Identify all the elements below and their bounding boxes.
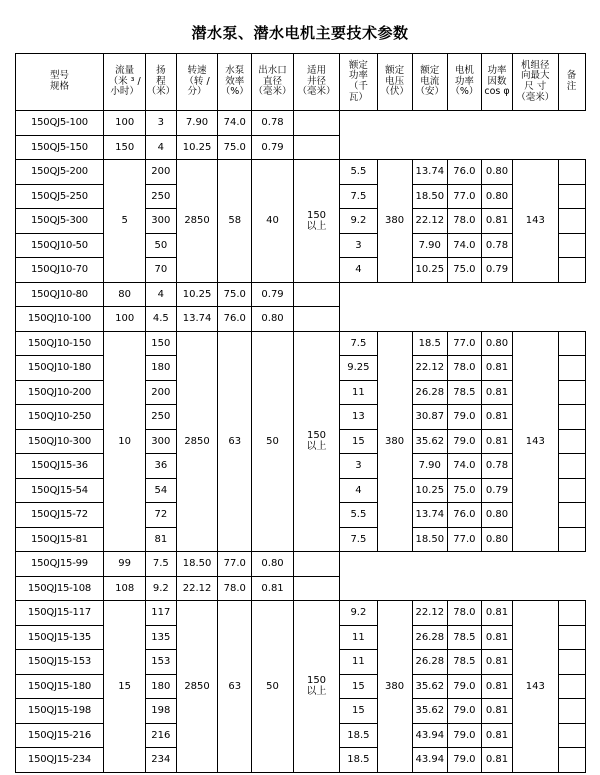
cell-power: 9.2 (145, 576, 176, 601)
cell-power: 13 (340, 405, 377, 430)
cell-head: 180 (145, 674, 176, 699)
column-header-voltage (377, 54, 412, 111)
cell-current: 10.25 (412, 258, 447, 283)
cell-remark (558, 209, 585, 234)
column-header-label: 额定 功率 （千 瓦） (348, 59, 368, 103)
cell-eff: 63 (218, 601, 252, 773)
table-row (15, 111, 585, 136)
cell-cosphi: 0.80 (481, 527, 512, 552)
cell-model: 150QJ15-108 (15, 576, 104, 601)
cell-current: 22.12 (176, 576, 217, 601)
column-header-speed (176, 54, 217, 111)
cell-remark (293, 111, 340, 136)
cell-model: 150QJ15-36 (15, 454, 104, 479)
cell-speed: 2850 (176, 160, 217, 283)
cell-cosphi: 0.81 (481, 429, 512, 454)
cell-cosphi: 0.81 (481, 405, 512, 430)
column-header-label: 型号 规格 (49, 70, 69, 92)
cell-head: 100 (104, 307, 145, 332)
cell-motoreff: 78.0 (447, 601, 481, 626)
cell-head: 200 (145, 380, 176, 405)
cell-remark (558, 503, 585, 528)
cell-remark (558, 405, 585, 430)
cell-motoreff: 78.5 (447, 625, 481, 650)
cell-speed: 2850 (176, 601, 217, 773)
cell-current: 10.25 (412, 478, 447, 503)
cell-outlet: 50 (252, 601, 293, 773)
cell-power: 11 (340, 625, 377, 650)
cell-current: 22.12 (412, 601, 447, 626)
column-header-well (293, 54, 340, 111)
cell-power: 18.5 (340, 723, 377, 748)
table-row (15, 307, 585, 332)
cell-remark (558, 601, 585, 626)
column-header-motoreff (447, 54, 481, 111)
table-row (15, 576, 585, 601)
cell-head: 99 (104, 552, 145, 577)
cell-model: 150QJ15-117 (15, 601, 104, 626)
cell-power: 9.2 (340, 601, 377, 626)
cell-head: 70 (145, 258, 176, 283)
column-header-head (145, 54, 176, 111)
cell-model: 150QJ10-180 (15, 356, 104, 381)
cell-model: 150QJ10-250 (15, 405, 104, 430)
cell-remark (293, 282, 340, 307)
cell-power: 7.5 (340, 184, 377, 209)
cell-power: 9.2 (340, 209, 377, 234)
cell-cosphi: 0.78 (481, 233, 512, 258)
cell-cosphi: 0.80 (252, 307, 293, 332)
cell-voltage: 380 (377, 331, 412, 552)
cell-remark (558, 674, 585, 699)
page-title: 潜水泵、潜水电机主要技术参数 (191, 24, 409, 42)
cell-remark (558, 258, 585, 283)
cell-head: 150 (145, 331, 176, 356)
cell-current: 10.25 (176, 135, 217, 160)
cell-power: 3 (340, 233, 377, 258)
cell-cosphi: 0.81 (481, 209, 512, 234)
cell-remark (558, 454, 585, 479)
column-header-label: 适用 井径 （毫米） (297, 65, 336, 98)
cell-power: 15 (340, 429, 377, 454)
cell-model: 150QJ10-150 (15, 331, 104, 356)
cell-current: 35.62 (412, 699, 447, 724)
cell-motoreff: 79.0 (447, 674, 481, 699)
cell-head: 108 (104, 576, 145, 601)
cell-cosphi: 0.79 (252, 135, 293, 160)
column-header-cosphi (481, 54, 512, 111)
cell-cosphi: 0.80 (481, 184, 512, 209)
cell-model: 150QJ15-135 (15, 625, 104, 650)
cell-model: 150QJ15-198 (15, 699, 104, 724)
column-header-label: 额定 电流 （安） (415, 65, 445, 98)
cell-motoreff: 77.0 (447, 527, 481, 552)
cell-head: 250 (145, 405, 176, 430)
cell-model: 150QJ5-250 (15, 184, 104, 209)
cell-motoreff: 75.0 (218, 135, 252, 160)
cell-current: 13.74 (412, 503, 447, 528)
cell-motoreff: 78.0 (447, 209, 481, 234)
cell-current: 18.50 (412, 184, 447, 209)
cell-remark (293, 552, 340, 577)
cell-motoreff: 74.0 (447, 233, 481, 258)
cell-head: 150 (104, 135, 145, 160)
cell-current: 13.74 (412, 160, 447, 185)
cell-model: 150QJ5-300 (15, 209, 104, 234)
cell-cosphi: 0.81 (481, 601, 512, 626)
cell-outlet: 40 (252, 160, 293, 283)
cell-head: 80 (104, 282, 145, 307)
cell-remark (558, 748, 585, 773)
cell-cosphi: 0.79 (481, 478, 512, 503)
cell-current: 13.74 (176, 307, 217, 332)
cell-head: 200 (145, 160, 176, 185)
cell-power: 4.5 (145, 307, 176, 332)
cell-head: 36 (145, 454, 176, 479)
cell-power: 4 (340, 258, 377, 283)
cell-head: 250 (145, 184, 176, 209)
column-header-label: 流量 （米 ³ / 小时） (108, 65, 141, 98)
cell-current: 10.25 (176, 282, 217, 307)
cell-head: 180 (145, 356, 176, 381)
cell-head: 117 (145, 601, 176, 626)
cell-power: 4 (340, 478, 377, 503)
cell-current: 22.12 (412, 209, 447, 234)
cell-power: 5.5 (340, 160, 377, 185)
cell-model: 150QJ15-99 (15, 552, 104, 577)
cell-power: 3 (145, 111, 176, 136)
column-header-remark (558, 54, 585, 111)
cell-remark (558, 331, 585, 356)
cell-current: 7.90 (412, 233, 447, 258)
cell-current: 35.62 (412, 429, 447, 454)
cell-maxdim: 143 (513, 331, 559, 552)
cell-head: 54 (145, 478, 176, 503)
cell-cosphi: 0.80 (481, 331, 512, 356)
cell-cosphi: 0.80 (481, 503, 512, 528)
cell-motoreff: 74.0 (447, 454, 481, 479)
cell-remark (558, 527, 585, 552)
table-row (15, 552, 585, 577)
cell-remark (293, 576, 340, 601)
cell-model: 150QJ15-54 (15, 478, 104, 503)
cell-model: 150QJ15-234 (15, 748, 104, 773)
cell-motoreff: 75.0 (447, 258, 481, 283)
cell-current: 26.28 (412, 650, 447, 675)
cell-power: 7.5 (145, 552, 176, 577)
cell-voltage: 380 (377, 160, 412, 283)
cell-head: 300 (145, 429, 176, 454)
cell-motoreff: 75.0 (218, 282, 252, 307)
cell-model: 150QJ10-80 (15, 282, 104, 307)
cell-motoreff: 76.0 (218, 307, 252, 332)
cell-current: 18.50 (412, 527, 447, 552)
cell-maxdim: 143 (513, 601, 559, 773)
cell-speed: 2850 (176, 331, 217, 552)
cell-cosphi: 0.81 (481, 699, 512, 724)
column-header-model (15, 54, 104, 111)
cell-remark (558, 380, 585, 405)
cell-power: 15 (340, 674, 377, 699)
cell-remark (558, 160, 585, 185)
cell-remark (558, 429, 585, 454)
table-body (15, 111, 585, 773)
cell-current: 7.90 (176, 111, 217, 136)
cell-maxdim: 143 (513, 160, 559, 283)
cell-current: 30.87 (412, 405, 447, 430)
cell-power: 11 (340, 650, 377, 675)
cell-current: 22.12 (412, 356, 447, 381)
column-header-power (340, 54, 377, 111)
cell-cosphi: 0.81 (481, 625, 512, 650)
cell-eff: 58 (218, 160, 252, 283)
cell-power: 9.25 (340, 356, 377, 381)
table-row (15, 135, 585, 160)
cell-voltage: 380 (377, 601, 412, 773)
cell-head: 135 (145, 625, 176, 650)
cell-head: 153 (145, 650, 176, 675)
cell-model: 150QJ5-100 (15, 111, 104, 136)
cell-model: 150QJ15-72 (15, 503, 104, 528)
cell-power: 5.5 (340, 503, 377, 528)
cell-cosphi: 0.79 (481, 258, 512, 283)
cell-remark (558, 699, 585, 724)
cell-motoreff: 76.0 (447, 160, 481, 185)
column-header-label: 额定 电压 （伏） (380, 65, 409, 98)
column-header-label: 功率 因数 cos φ (484, 65, 510, 98)
cell-motoreff: 75.0 (447, 478, 481, 503)
cell-power: 15 (340, 699, 377, 724)
cell-flow: 5 (104, 160, 145, 283)
cell-motoreff: 78.0 (218, 576, 252, 601)
cell-cosphi: 0.80 (481, 160, 512, 185)
cell-well: 150 以上 (293, 601, 340, 773)
cell-cosphi: 0.81 (252, 576, 293, 601)
column-header-maxdim (513, 54, 559, 111)
cell-current: 43.94 (412, 748, 447, 773)
cell-cosphi: 0.81 (481, 723, 512, 748)
cell-power: 3 (340, 454, 377, 479)
cell-power: 4 (145, 135, 176, 160)
cell-head: 234 (145, 748, 176, 773)
column-header-label: 水泵 效率 （%） (220, 65, 249, 98)
cell-model: 150QJ10-300 (15, 429, 104, 454)
cell-remark (558, 184, 585, 209)
specification-table (15, 53, 586, 773)
cell-motoreff: 79.0 (447, 429, 481, 454)
cell-motoreff: 78.5 (447, 650, 481, 675)
cell-current: 18.5 (412, 331, 447, 356)
table-row (15, 160, 585, 185)
column-header-outlet (252, 54, 293, 111)
cell-power: 7.5 (340, 331, 377, 356)
cell-head: 100 (104, 111, 145, 136)
cell-current: 26.28 (412, 380, 447, 405)
cell-current: 43.94 (412, 723, 447, 748)
cell-model: 150QJ10-200 (15, 380, 104, 405)
cell-current: 35.62 (412, 674, 447, 699)
cell-model: 150QJ5-150 (15, 135, 104, 160)
cell-motoreff: 79.0 (447, 748, 481, 773)
cell-power: 7.5 (340, 527, 377, 552)
table-header (15, 54, 585, 111)
cell-head: 50 (145, 233, 176, 258)
cell-outlet: 50 (252, 331, 293, 552)
column-header-current (412, 54, 447, 111)
column-header-flow (104, 54, 145, 111)
table-header-row (15, 54, 585, 111)
cell-cosphi: 0.80 (252, 552, 293, 577)
cell-motoreff: 79.0 (447, 723, 481, 748)
cell-motoreff: 79.0 (447, 699, 481, 724)
column-header-eff (218, 54, 252, 111)
cell-well: 150 以上 (293, 331, 340, 552)
cell-model: 150QJ10-100 (15, 307, 104, 332)
cell-motoreff: 74.0 (218, 111, 252, 136)
table-row (15, 331, 585, 356)
column-header-label: 扬 程 （米） (146, 65, 176, 98)
cell-current: 7.90 (412, 454, 447, 479)
cell-motoreff: 77.0 (218, 552, 252, 577)
cell-model: 150QJ15-180 (15, 674, 104, 699)
column-header-label: 转速 （转 / 分） (184, 65, 210, 98)
column-header-label: 备 注 (566, 70, 577, 92)
cell-model: 150QJ15-216 (15, 723, 104, 748)
cell-cosphi: 0.79 (252, 282, 293, 307)
cell-head: 198 (145, 699, 176, 724)
cell-flow: 10 (104, 331, 145, 552)
cell-remark (558, 233, 585, 258)
cell-cosphi: 0.81 (481, 380, 512, 405)
column-header-label: 机组径 向最大 尺 寸 （毫米） (516, 59, 555, 103)
cell-remark (558, 478, 585, 503)
cell-power: 4 (145, 282, 176, 307)
cell-remark (293, 135, 340, 160)
cell-current: 26.28 (412, 625, 447, 650)
cell-remark (558, 625, 585, 650)
cell-model: 150QJ5-200 (15, 160, 104, 185)
cell-head: 81 (145, 527, 176, 552)
column-header-label: 出水口 直径 （毫米） (253, 65, 292, 98)
cell-motoreff: 77.0 (447, 184, 481, 209)
cell-model: 150QJ10-50 (15, 233, 104, 258)
cell-model: 150QJ15-81 (15, 527, 104, 552)
cell-cosphi: 0.78 (481, 454, 512, 479)
cell-remark (558, 723, 585, 748)
cell-current: 18.50 (176, 552, 217, 577)
cell-cosphi: 0.81 (481, 650, 512, 675)
cell-remark (558, 356, 585, 381)
table-row (15, 601, 585, 626)
cell-cosphi: 0.81 (481, 748, 512, 773)
cell-motoreff: 79.0 (447, 405, 481, 430)
cell-cosphi: 0.78 (252, 111, 293, 136)
cell-cosphi: 0.81 (481, 356, 512, 381)
cell-eff: 63 (218, 331, 252, 552)
cell-head: 72 (145, 503, 176, 528)
column-header-label: 电机 功率 （%） (450, 65, 479, 98)
table-row (15, 282, 585, 307)
cell-remark (293, 307, 340, 332)
cell-motoreff: 77.0 (447, 331, 481, 356)
cell-model: 150QJ15-153 (15, 650, 104, 675)
cell-cosphi: 0.81 (481, 674, 512, 699)
cell-motoreff: 76.0 (447, 503, 481, 528)
cell-remark (558, 650, 585, 675)
cell-well: 150 以上 (293, 160, 340, 283)
cell-motoreff: 78.5 (447, 380, 481, 405)
cell-head: 216 (145, 723, 176, 748)
cell-model: 150QJ10-70 (15, 258, 104, 283)
cell-motoreff: 78.0 (447, 356, 481, 381)
cell-head: 300 (145, 209, 176, 234)
cell-power: 11 (340, 380, 377, 405)
cell-flow: 15 (104, 601, 145, 773)
cell-power: 18.5 (340, 748, 377, 773)
